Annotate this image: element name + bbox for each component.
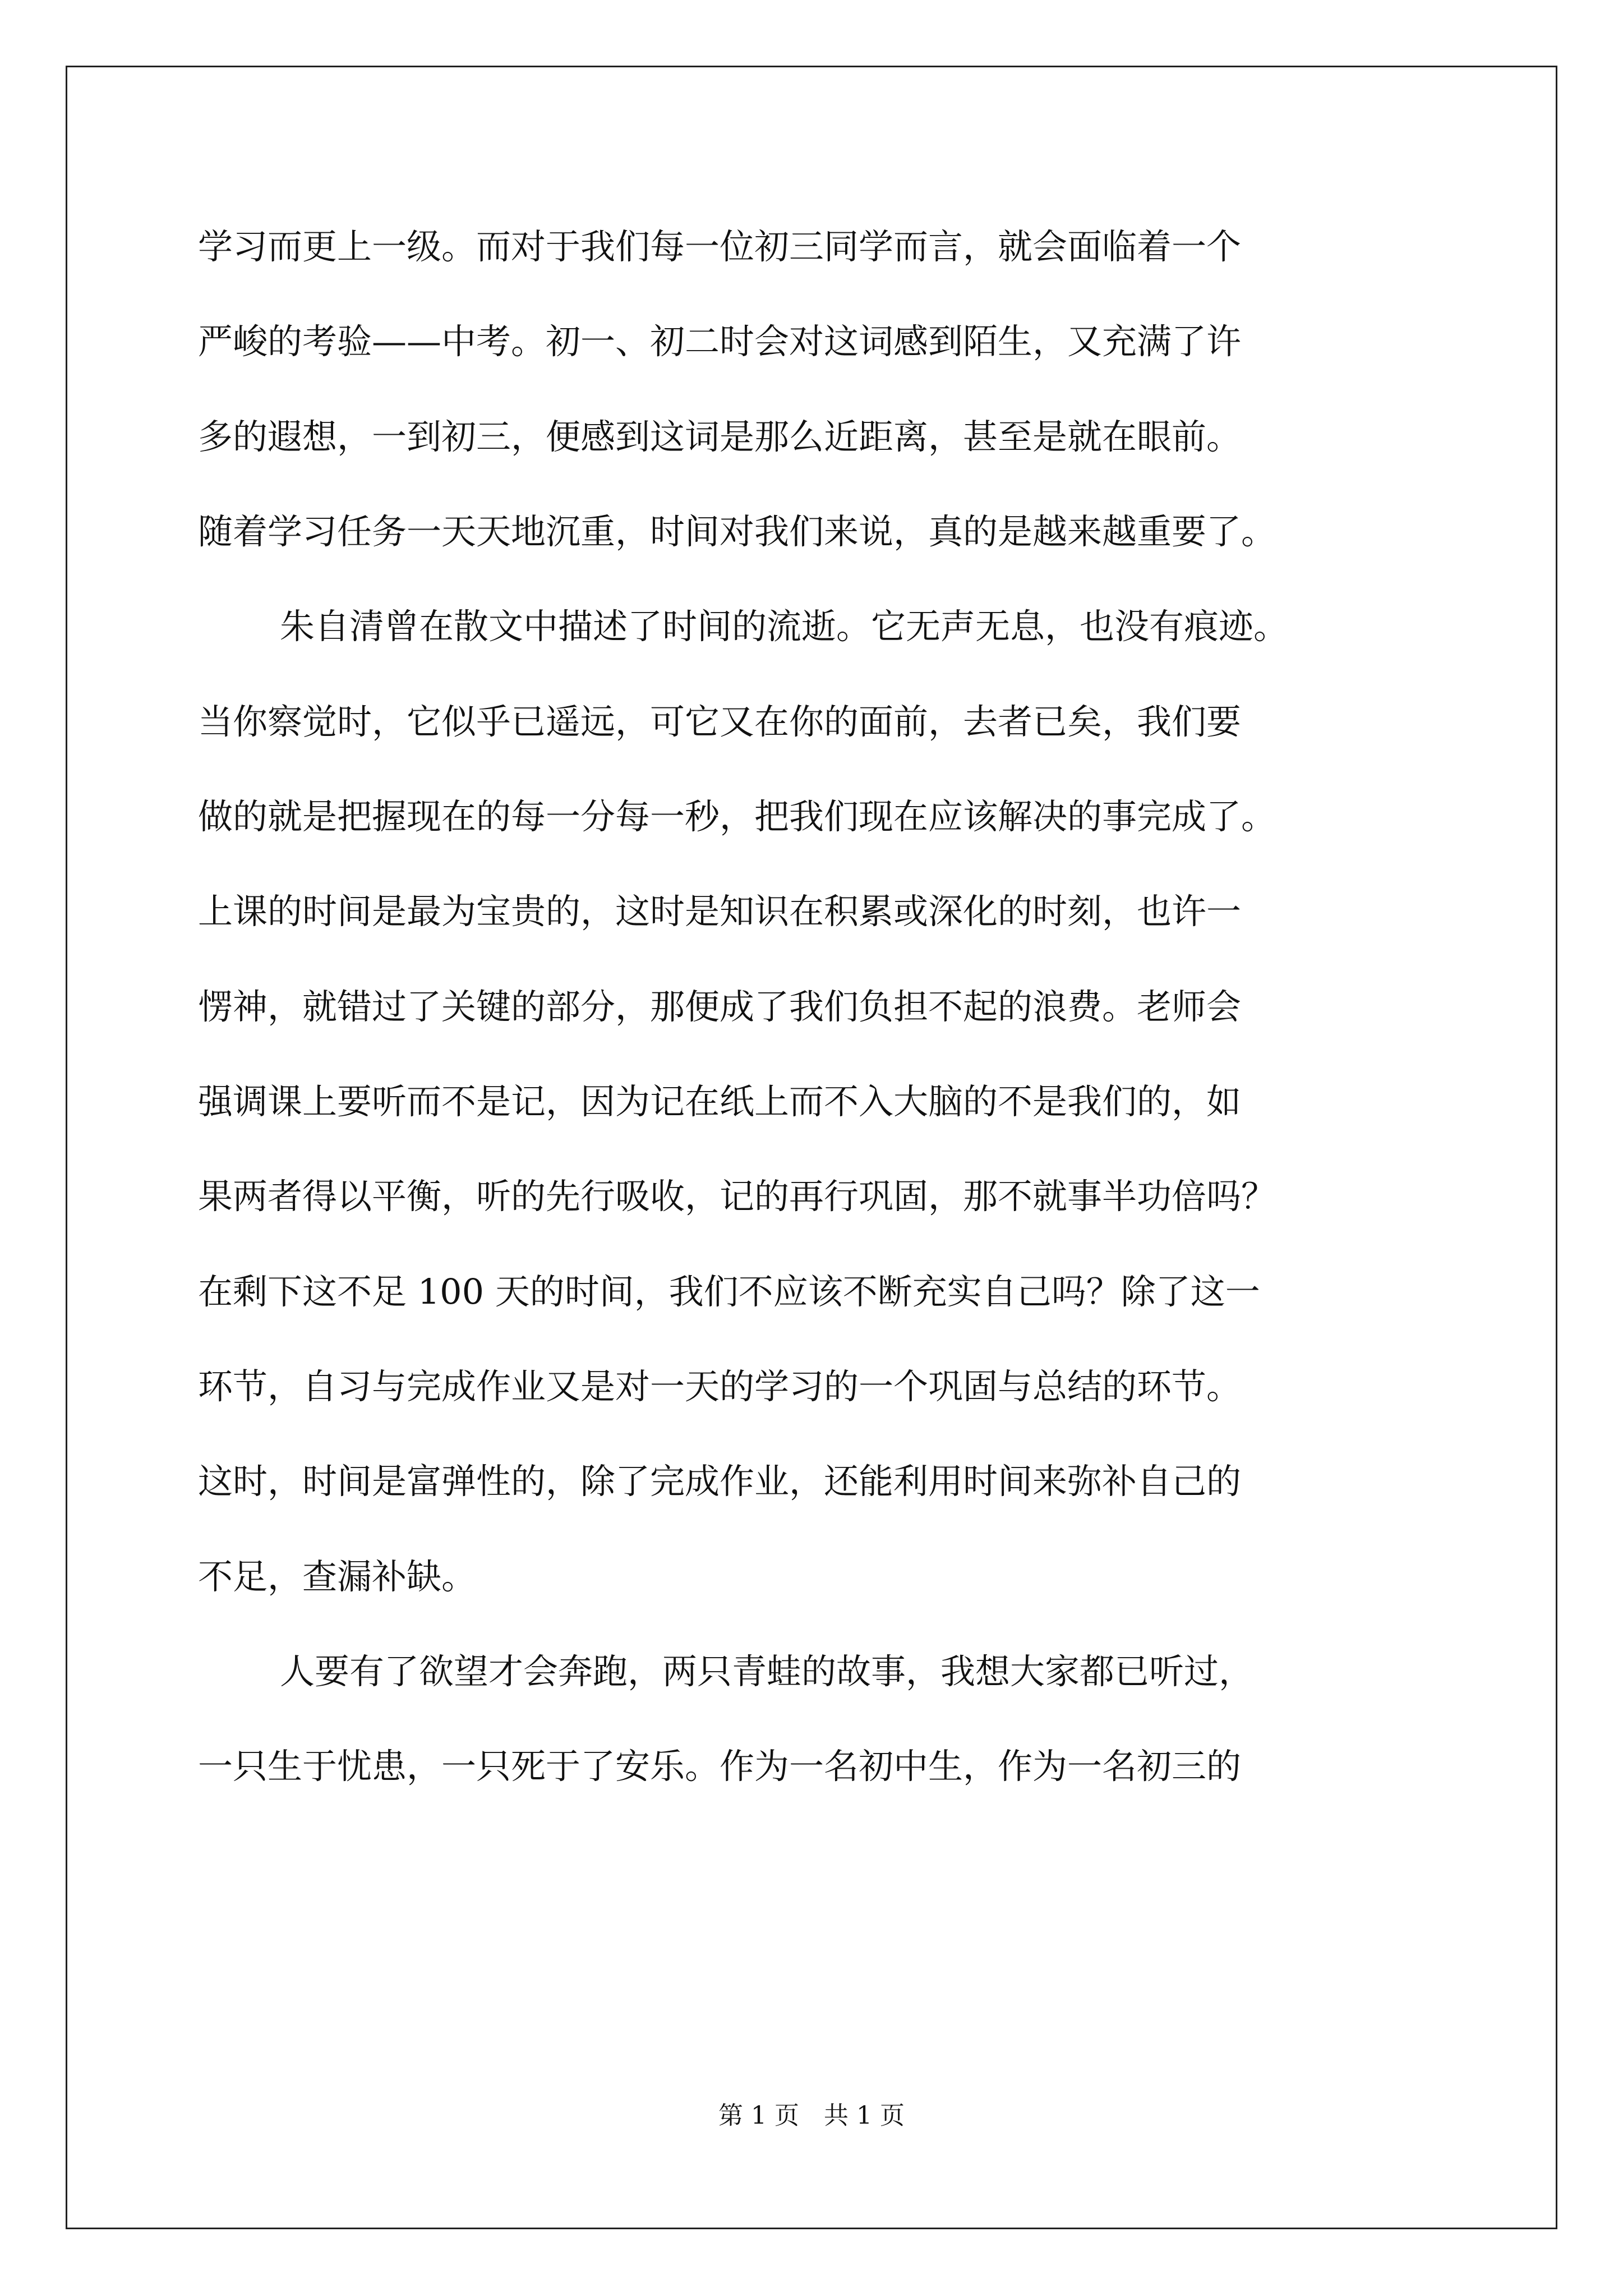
text-line: 上课的时间是最为宝贵的，这时是知识在积累或深化的时刻，也许一 [198,891,1242,932]
text-line: 愣神，就错过了关键的部分，那便成了我们负担不起的浪费。老师会 [198,986,1242,1027]
text-line: 学习而更上一级。而对于我们每一位初三同学而言，就会面临着一个 [198,226,1242,267]
text-line: 多的遐想，一到初三，便感到这词是那么近距离，甚至是就在眼前。 [198,416,1242,457]
page-number-footer: 第 1 页 共 1 页 [718,2101,905,2130]
text-line: 强调课上要听而不是记，因为记在纸上而不入大脑的不是我们的，如 [198,1081,1242,1122]
text-line: 严峻的考验——中考。初一、初二时会对这词感到陌生，又充满了许 [198,321,1242,362]
text-line: 环节，自习与完成作业又是对一天的学习的一个巩固与总结的环节。 [198,1366,1242,1407]
text-line: 当你察觉时，它似乎已遥远，可它又在你的面前，去者已矣，我们要 [198,701,1242,742]
text-line: 一只生于忧患，一只死于了安乐。作为一名初中生，作为一名初三的 [198,1746,1242,1787]
text-line: 这时，时间是富弹性的，除了完成作业，还能利用时间来弥补自己的 [198,1461,1242,1502]
text-line: 在剩下这不足 100 天的时间，我们不应该不断充实自己吗？除了这一 [198,1271,1260,1312]
page-border [66,66,1557,2229]
text-line: 随着学习任务一天天地沉重，时间对我们来说，真的是越来越重要了。 [198,511,1276,552]
text-line: 做的就是把握现在的每一分每一秒，把我们现在应该解决的事完成了。 [198,796,1276,837]
text-line: 不足，查漏补缺。 [198,1556,477,1597]
paragraph-first-line: 朱自清曾在散文中描述了时间的流逝。它无声无息，也没有痕迹。 [280,606,1289,647]
text-line: 果两者得以平衡，听的先行吸收，记的再行巩固，那不就事半功倍吗？ [198,1176,1276,1217]
paragraph-first-line: 人要有了欲望才会奔跑，两只青蛙的故事，我想大家都已听过， [280,1651,1254,1692]
